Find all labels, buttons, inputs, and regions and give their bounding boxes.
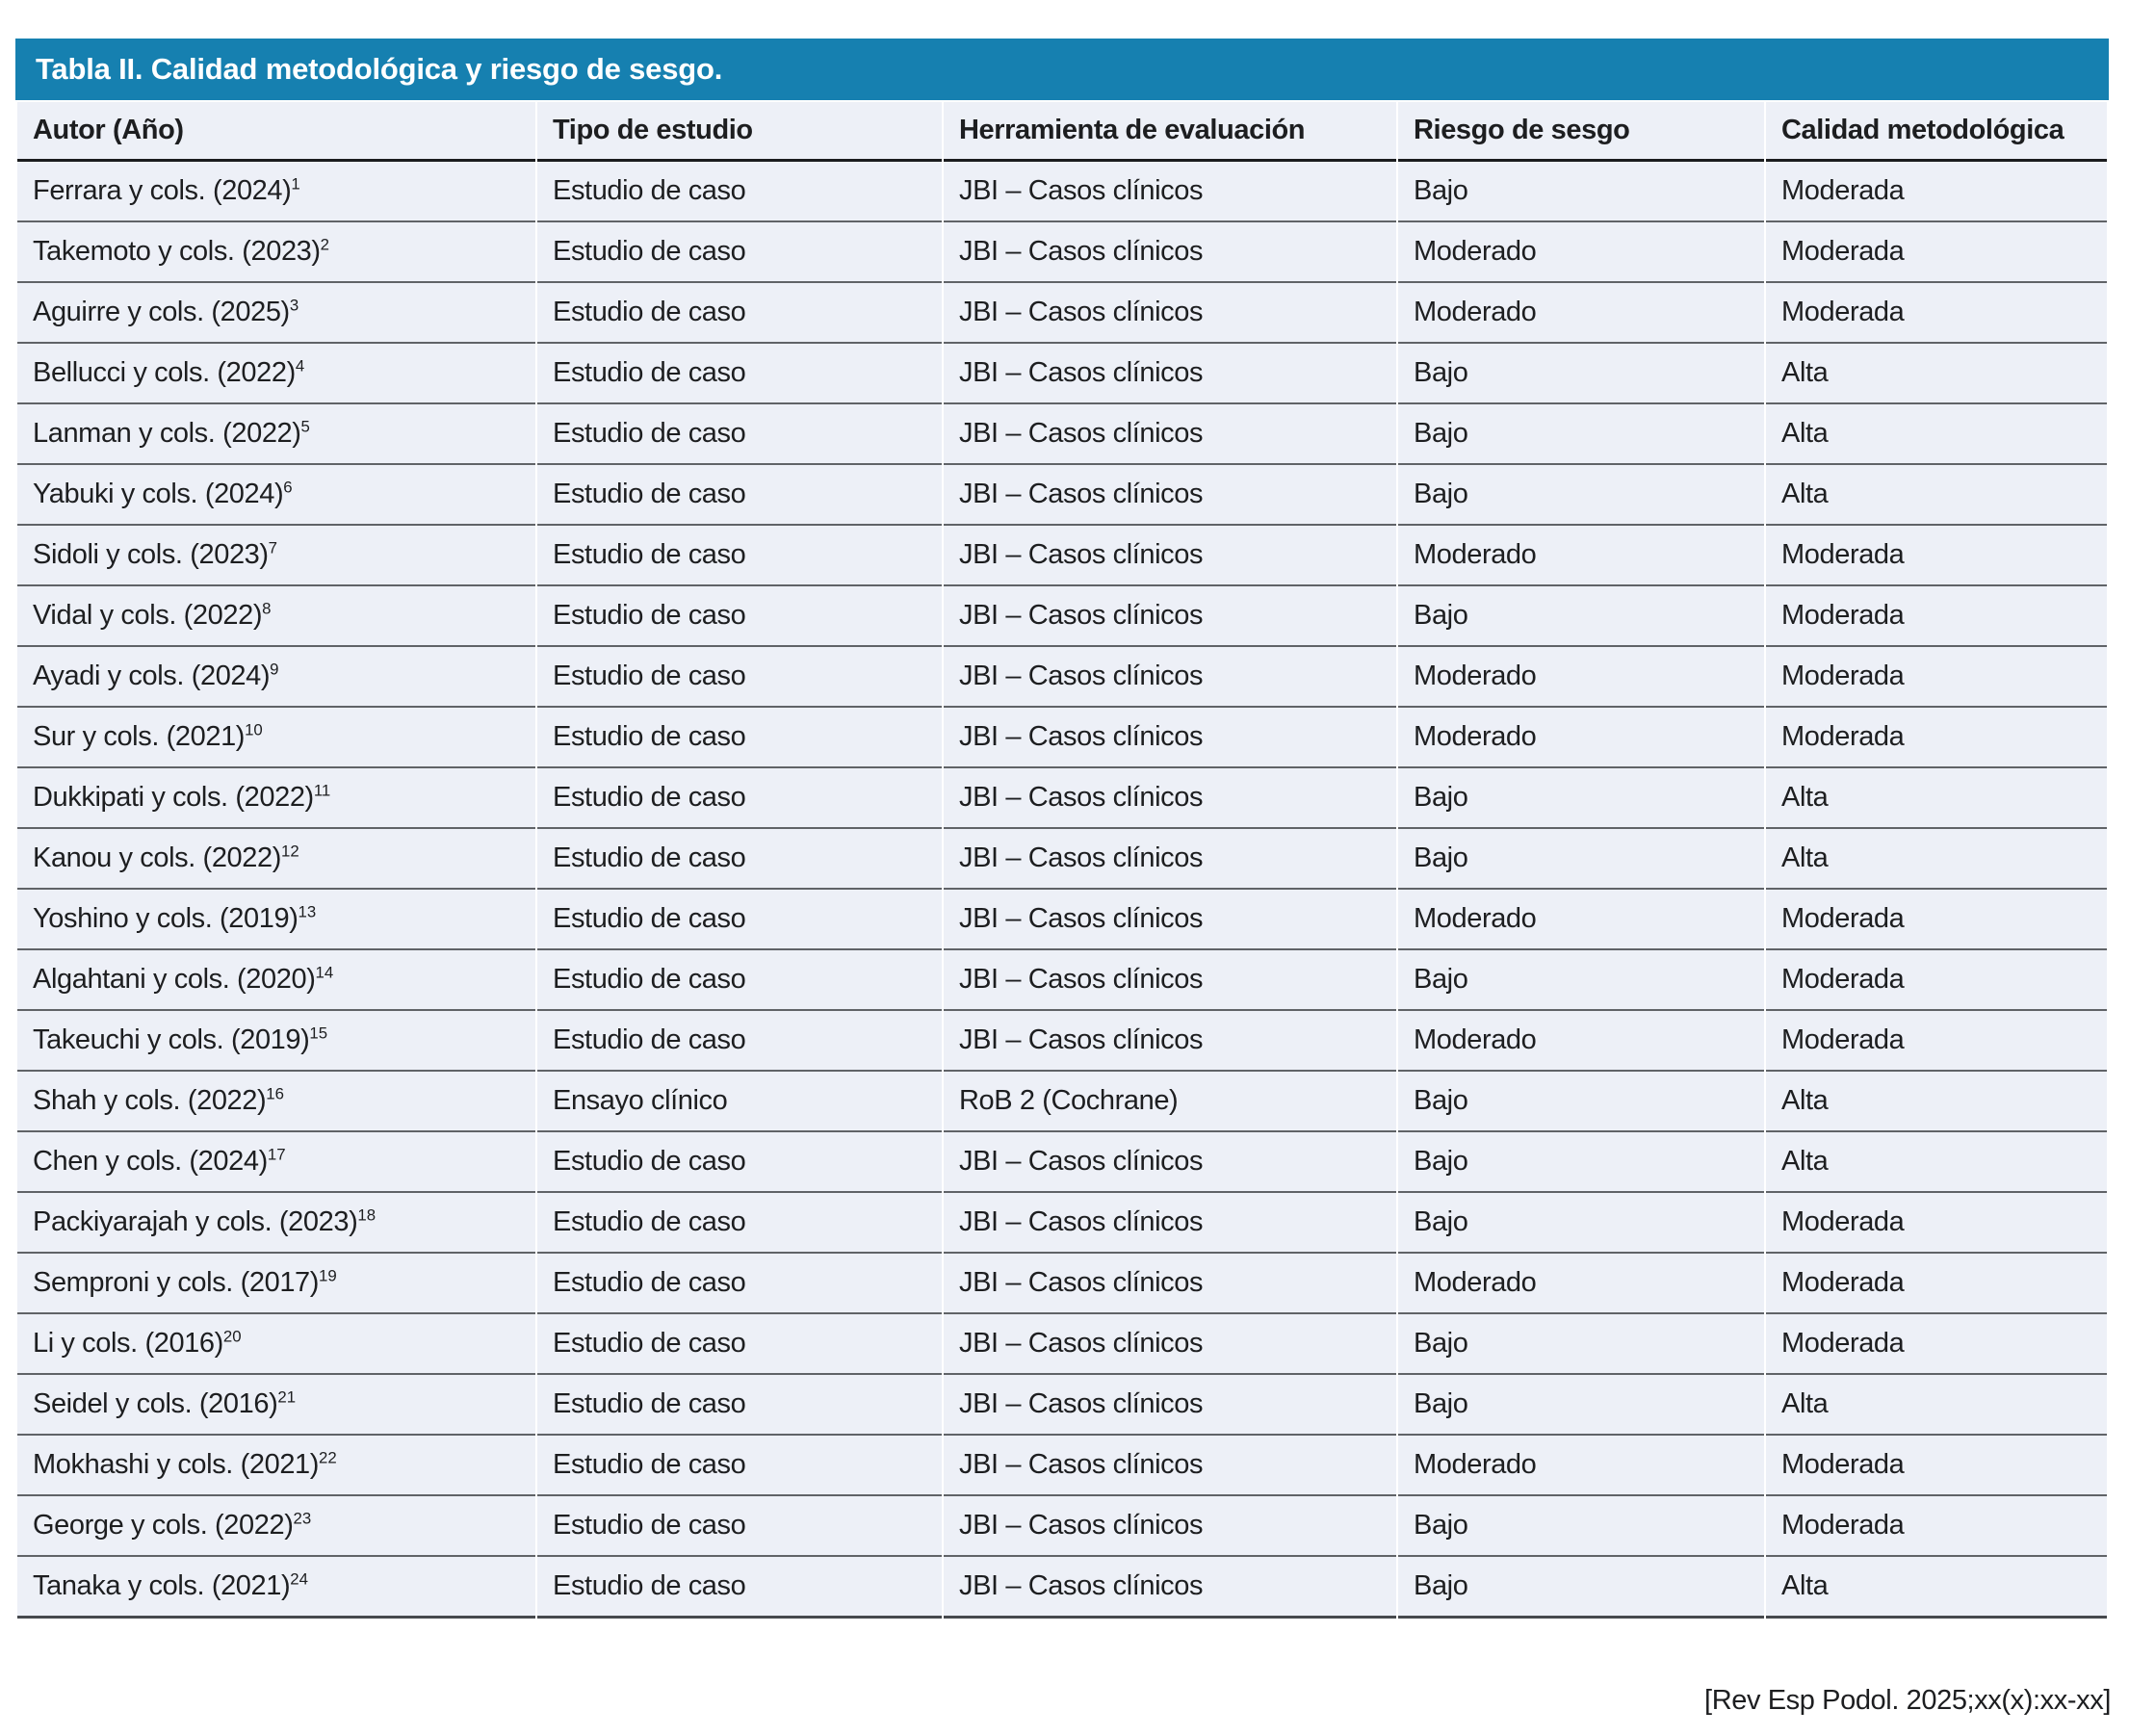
author-text: Sur y cols. (2021)	[33, 721, 246, 752]
cell-author	[17, 283, 535, 344]
column-header-calidad-metodologica: Calidad metodológica	[1766, 102, 2107, 162]
cell-quality: Moderada	[1766, 222, 2107, 283]
reference-superscript: 22	[319, 1448, 337, 1467]
reference-superscript: 19	[319, 1266, 337, 1285]
table-row	[17, 283, 2107, 344]
cell-study-type: Estudio de caso	[537, 404, 942, 465]
cell-tool: JBI – Casos clínicos	[944, 1254, 1396, 1314]
reference-superscript: 2	[320, 235, 330, 254]
cell-quality: Alta	[1766, 344, 2107, 404]
table-row	[17, 647, 2107, 708]
reference-superscript: 21	[277, 1387, 297, 1407]
table-row	[17, 1496, 2107, 1557]
cell-tool: JBI – Casos clínicos	[944, 283, 1396, 344]
author-text: Lanman y cols. (2022)	[33, 418, 301, 449]
cell-study-type: Estudio de caso	[537, 465, 942, 526]
table-row	[17, 890, 2107, 950]
cell-author	[17, 1132, 535, 1193]
cell-study-type: Estudio de caso	[537, 1193, 942, 1254]
reference-superscript: 10	[245, 720, 263, 739]
methodological-quality-table	[15, 39, 2109, 1619]
reference-superscript: 4	[295, 356, 305, 376]
cell-quality: Alta	[1766, 1132, 2107, 1193]
author-text: Bellucci y cols. (2022)	[33, 357, 296, 388]
table-row	[17, 1193, 2107, 1254]
cell-quality: Alta	[1766, 829, 2107, 890]
cell-study-type: Estudio de caso	[537, 890, 942, 950]
cell-bias-risk: Moderado	[1398, 890, 1764, 950]
cell-quality: Alta	[1766, 768, 2107, 829]
cell-quality: Moderada	[1766, 647, 2107, 708]
table-header-row	[17, 102, 2107, 162]
cell-author	[17, 1436, 535, 1496]
reference-superscript: 13	[298, 902, 317, 921]
cell-author	[17, 465, 535, 526]
cell-author	[17, 708, 535, 768]
cell-bias-risk: Bajo	[1398, 1193, 1764, 1254]
cell-bias-risk: Moderado	[1398, 1011, 1764, 1072]
reference-superscript: 8	[262, 599, 272, 618]
cell-tool: JBI – Casos clínicos	[944, 1193, 1396, 1254]
table-row	[17, 1436, 2107, 1496]
cell-study-type: Estudio de caso	[537, 768, 942, 829]
reference-superscript: 12	[281, 842, 299, 861]
cell-tool: JBI – Casos clínicos	[944, 465, 1396, 526]
cell-quality: Moderada	[1766, 1011, 2107, 1072]
cell-quality: Moderada	[1766, 1193, 2107, 1254]
cell-tool: JBI – Casos clínicos	[944, 1496, 1396, 1557]
cell-tool: JBI – Casos clínicos	[944, 344, 1396, 404]
cell-bias-risk: Bajo	[1398, 950, 1764, 1011]
cell-author	[17, 344, 535, 404]
cell-bias-risk: Moderado	[1398, 526, 1764, 586]
cell-author	[17, 1193, 535, 1254]
cell-author	[17, 404, 535, 465]
cell-author	[17, 829, 535, 890]
author-text: Yabuki y cols. (2024)	[33, 479, 284, 509]
cell-author	[17, 1496, 535, 1557]
cell-author	[17, 222, 535, 283]
column-header-riesgo-de-sesgo: Riesgo de sesgo	[1398, 102, 1764, 162]
reference-superscript: 14	[315, 963, 334, 982]
cell-bias-risk: Bajo	[1398, 586, 1764, 647]
table-title: Tabla II. Calidad metodológica y riesgo de sesgo.	[15, 39, 2109, 100]
cell-tool: JBI – Casos clínicos	[944, 1557, 1396, 1619]
reference-superscript: 15	[309, 1023, 328, 1043]
cell-study-type: Estudio de caso	[537, 1496, 942, 1557]
cell-study-type: Estudio de caso	[537, 1132, 942, 1193]
table-row	[17, 162, 2107, 222]
cell-quality: Moderada	[1766, 890, 2107, 950]
cell-bias-risk: Bajo	[1398, 768, 1764, 829]
table-row	[17, 829, 2107, 890]
cell-quality: Moderada	[1766, 162, 2107, 222]
cell-bias-risk: Bajo	[1398, 1375, 1764, 1436]
cell-study-type: Estudio de caso	[537, 708, 942, 768]
author-text: Tanaka y cols. (2021)	[33, 1570, 291, 1601]
author-text: Algahtani y cols. (2020)	[33, 964, 316, 995]
table-row	[17, 950, 2107, 1011]
cell-study-type: Estudio de caso	[537, 1557, 942, 1619]
reference-superscript: 7	[268, 538, 278, 557]
cell-author	[17, 586, 535, 647]
cell-author	[17, 768, 535, 829]
reference-superscript: 24	[290, 1569, 308, 1589]
table-row	[17, 222, 2107, 283]
cell-study-type: Estudio de caso	[537, 586, 942, 647]
author-text: Dukkipati y cols. (2022)	[33, 782, 314, 813]
cell-tool: JBI – Casos clínicos	[944, 950, 1396, 1011]
cell-author	[17, 526, 535, 586]
cell-quality: Alta	[1766, 404, 2107, 465]
cell-bias-risk: Moderado	[1398, 1436, 1764, 1496]
reference-superscript: 18	[357, 1205, 376, 1225]
footer-citation: [Rev Esp Podol. 2025;xx(x):xx-xx]	[1704, 1685, 2111, 1716]
reference-superscript: 16	[266, 1084, 284, 1103]
cell-quality: Alta	[1766, 1072, 2107, 1132]
author-text: Shah y cols. (2022)	[33, 1085, 267, 1116]
cell-bias-risk: Moderado	[1398, 283, 1764, 344]
table-row	[17, 1132, 2107, 1193]
cell-author	[17, 1254, 535, 1314]
table-row	[17, 1375, 2107, 1436]
cell-author	[17, 1011, 535, 1072]
cell-quality: Moderada	[1766, 1314, 2107, 1375]
cell-bias-risk: Bajo	[1398, 1496, 1764, 1557]
cell-quality: Moderada	[1766, 283, 2107, 344]
author-text: Packiyarajah y cols. (2023)	[33, 1206, 358, 1237]
author-text: Semproni y cols. (2017)	[33, 1267, 320, 1298]
reference-superscript: 3	[289, 296, 299, 315]
cell-quality: Alta	[1766, 1557, 2107, 1619]
author-text: Aguirre y cols. (2025)	[33, 297, 290, 327]
cell-tool: JBI – Casos clínicos	[944, 222, 1396, 283]
cell-author	[17, 1375, 535, 1436]
cell-study-type: Estudio de caso	[537, 1375, 942, 1436]
author-text: Sidoli y cols. (2023)	[33, 539, 269, 570]
reference-superscript: 6	[283, 478, 293, 497]
cell-quality: Moderada	[1766, 1254, 2107, 1314]
cell-bias-risk: Bajo	[1398, 1557, 1764, 1619]
cell-tool: JBI – Casos clínicos	[944, 526, 1396, 586]
cell-tool: JBI – Casos clínicos	[944, 890, 1396, 950]
cell-tool: JBI – Casos clínicos	[944, 586, 1396, 647]
reference-superscript: 1	[291, 174, 300, 194]
cell-bias-risk: Moderado	[1398, 1254, 1764, 1314]
cell-bias-risk: Bajo	[1398, 162, 1764, 222]
table-row	[17, 1557, 2107, 1619]
table-row	[17, 1011, 2107, 1072]
cell-study-type: Ensayo clínico	[537, 1072, 942, 1132]
table-row	[17, 1314, 2107, 1375]
cell-bias-risk: Moderado	[1398, 647, 1764, 708]
column-header-herramienta: Herramienta de evaluación	[944, 102, 1396, 162]
cell-tool: JBI – Casos clínicos	[944, 829, 1396, 890]
cell-study-type: Estudio de caso	[537, 829, 942, 890]
cell-bias-risk: Moderado	[1398, 222, 1764, 283]
cell-quality: Moderada	[1766, 526, 2107, 586]
cell-study-type: Estudio de caso	[537, 344, 942, 404]
cell-study-type: Estudio de caso	[537, 526, 942, 586]
author-text: Li y cols. (2016)	[33, 1328, 223, 1359]
cell-study-type: Estudio de caso	[537, 950, 942, 1011]
author-text: Takemoto y cols. (2023)	[33, 236, 321, 267]
cell-tool: JBI – Casos clínicos	[944, 162, 1396, 222]
cell-tool: JBI – Casos clínicos	[944, 768, 1396, 829]
cell-tool: JBI – Casos clínicos	[944, 708, 1396, 768]
cell-bias-risk: Bajo	[1398, 465, 1764, 526]
table-row	[17, 1072, 2107, 1132]
cell-study-type: Estudio de caso	[537, 1314, 942, 1375]
cell-study-type: Estudio de caso	[537, 1011, 942, 1072]
author-text: Kanou y cols. (2022)	[33, 842, 281, 873]
author-text: Yoshino y cols. (2019)	[33, 903, 299, 934]
cell-bias-risk: Bajo	[1398, 404, 1764, 465]
table-row	[17, 708, 2107, 768]
cell-study-type: Estudio de caso	[537, 647, 942, 708]
author-text: Takeuchi y cols. (2019)	[33, 1024, 310, 1055]
reference-superscript: 11	[313, 781, 331, 800]
author-text: Ayadi y cols. (2024)	[33, 661, 271, 691]
cell-quality: Moderada	[1766, 1496, 2107, 1557]
table-row	[17, 465, 2107, 526]
reference-superscript: 9	[270, 660, 279, 679]
cell-author	[17, 647, 535, 708]
cell-tool: JBI – Casos clínicos	[944, 1436, 1396, 1496]
cell-tool: JBI – Casos clínicos	[944, 1132, 1396, 1193]
cell-tool: JBI – Casos clínicos	[944, 647, 1396, 708]
cell-author	[17, 890, 535, 950]
reference-superscript: 23	[293, 1509, 312, 1528]
cell-tool: JBI – Casos clínicos	[944, 1011, 1396, 1072]
cell-bias-risk: Bajo	[1398, 829, 1764, 890]
reference-superscript: 17	[267, 1145, 286, 1164]
cell-study-type: Estudio de caso	[537, 162, 942, 222]
author-text: Mokhashi y cols. (2021)	[33, 1449, 320, 1480]
author-text: Vidal y cols. (2022)	[33, 600, 263, 631]
column-header-tipo-de-estudio: Tipo de estudio	[537, 102, 942, 162]
cell-bias-risk: Bajo	[1398, 1072, 1764, 1132]
cell-quality: Moderada	[1766, 708, 2107, 768]
cell-author	[17, 1072, 535, 1132]
cell-study-type: Estudio de caso	[537, 283, 942, 344]
cell-quality: Alta	[1766, 1375, 2107, 1436]
cell-quality: Moderada	[1766, 950, 2107, 1011]
cell-tool: JBI – Casos clínicos	[944, 404, 1396, 465]
table-row	[17, 344, 2107, 404]
author-text: Ferrara y cols. (2024)	[33, 175, 292, 206]
author-text: Seidel y cols. (2016)	[33, 1388, 278, 1419]
author-text: Chen y cols. (2024)	[33, 1146, 268, 1177]
author-text: George y cols. (2022)	[33, 1510, 294, 1541]
cell-bias-risk: Bajo	[1398, 1314, 1764, 1375]
cell-study-type: Estudio de caso	[537, 1254, 942, 1314]
cell-quality: Moderada	[1766, 1436, 2107, 1496]
cell-quality: Alta	[1766, 465, 2107, 526]
cell-study-type: Estudio de caso	[537, 1436, 942, 1496]
table-row	[17, 526, 2107, 586]
cell-bias-risk: Moderado	[1398, 708, 1764, 768]
cell-author	[17, 162, 535, 222]
cell-tool: JBI – Casos clínicos	[944, 1375, 1396, 1436]
cell-bias-risk: Bajo	[1398, 344, 1764, 404]
cell-tool: JBI – Casos clínicos	[944, 1314, 1396, 1375]
table-row	[17, 586, 2107, 647]
cell-author	[17, 1557, 535, 1619]
reference-superscript: 20	[222, 1327, 242, 1346]
table-row	[17, 768, 2107, 829]
data-table	[15, 102, 2109, 1619]
reference-superscript: 5	[300, 417, 310, 436]
table-row	[17, 404, 2107, 465]
cell-bias-risk: Bajo	[1398, 1132, 1764, 1193]
cell-quality: Moderada	[1766, 586, 2107, 647]
cell-study-type: Estudio de caso	[537, 222, 942, 283]
table-row	[17, 1254, 2107, 1314]
column-header-autor: Autor (Año)	[17, 102, 535, 162]
cell-tool: RoB 2 (Cochrane)	[944, 1072, 1396, 1132]
cell-author	[17, 1314, 535, 1375]
cell-author	[17, 950, 535, 1011]
